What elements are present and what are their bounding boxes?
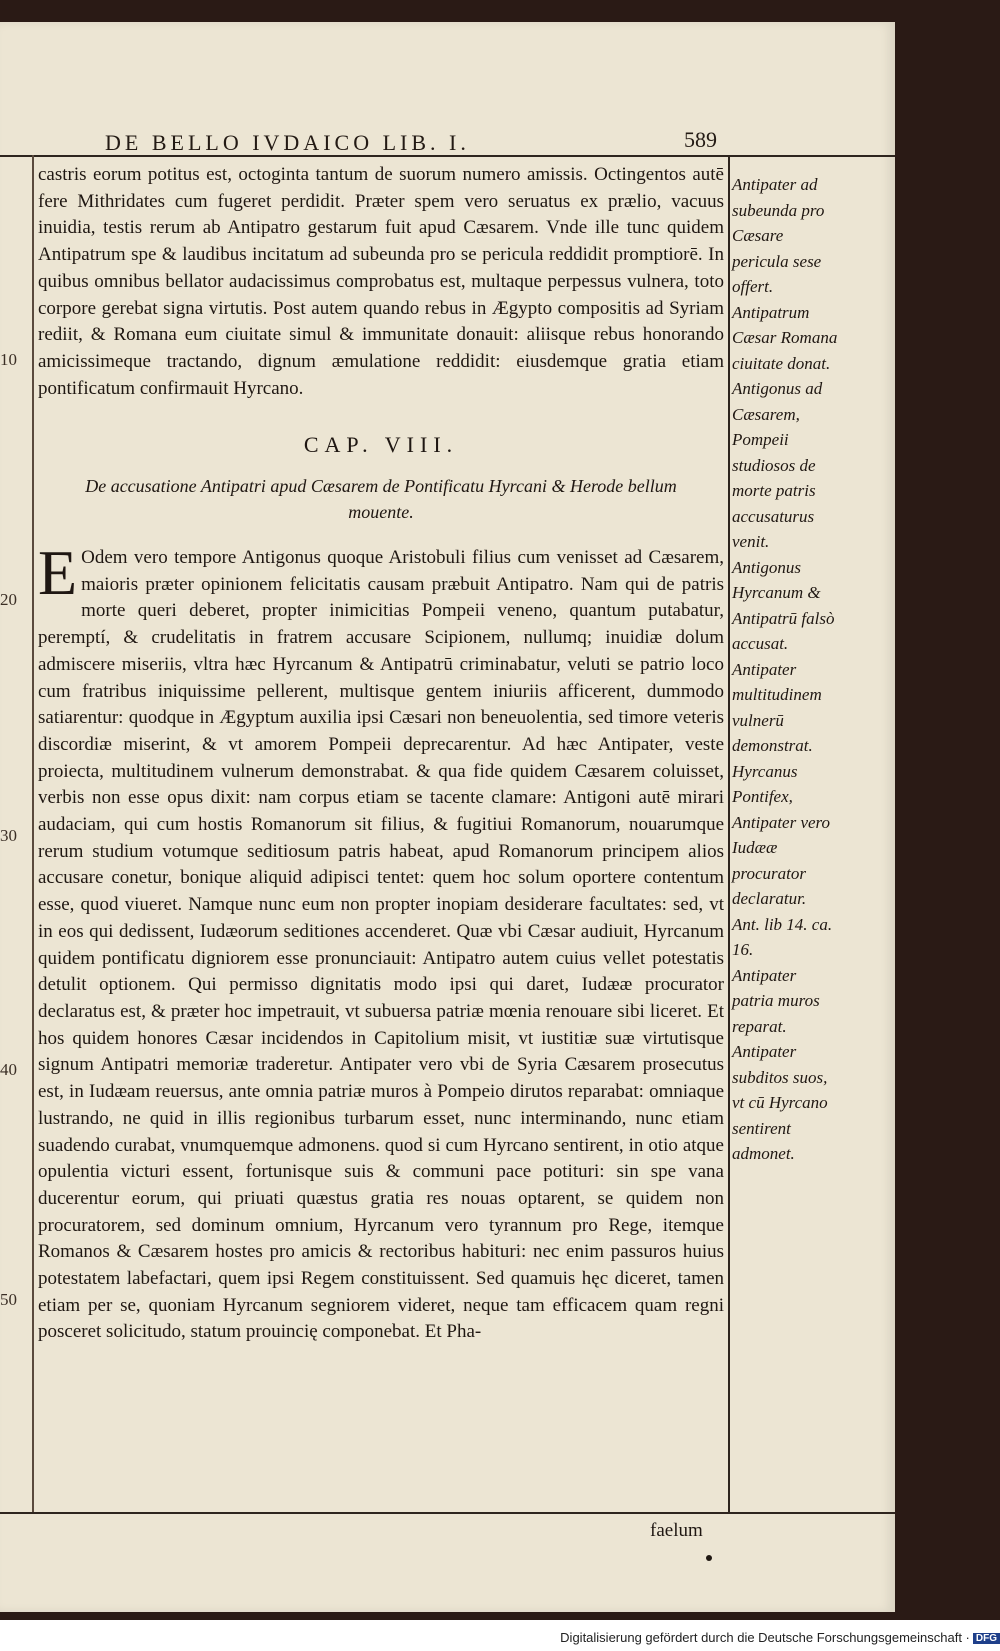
side-note: Antipater subditos suos, vt cū Hyrcano sentirent admonet. bbox=[732, 1042, 828, 1163]
paragraph: castris eorum potitus est, octoginta tantum de suorum numero amissis. Octingentos autē fere Mithridates cum fugeret perdidit. Præter spem vero seruatus ex prælio, vacuus inuidia, testis rerum ab Antipatro gestarum fuit apud Cæsarem. Vnde ille tunc quidem Antipatrum spe & laudibus incitatum ad subeunda pro se pericula reddidit promptiorē. In quibus omnibus bellator audacissimus comprobatus est, multaque perpessus vulnera, toto corpore gerebat signa virtutis. Post autem quando rebus in Ægypto compositis ad Syriam rediit, & Romana eum ciuitate simul & immunitate donauit: aliisque rebus honorando amicissimeque tractando, dignum æmulatione reddidit: eiusdemque gratia etiam pontificatum confirmauit Hyrcano. bbox=[38, 164, 724, 399]
column-rule bbox=[728, 155, 730, 1512]
book-page bbox=[0, 22, 895, 1612]
margin-line-number: 10 bbox=[0, 350, 17, 369]
side-note: Antipatrum Cæsar Romana ciuitate donat. bbox=[732, 302, 838, 373]
bottom-rule bbox=[0, 1512, 895, 1514]
top-rule bbox=[0, 155, 895, 157]
side-note: Antigonus ad Cæsarem, Pompeii studiosos de morte patris accusaturus venit. bbox=[732, 379, 823, 551]
digitization-footer bbox=[560, 1630, 1000, 1645]
catchword: faelum bbox=[650, 1520, 703, 1541]
left-rule bbox=[32, 155, 34, 1512]
chapter-heading: CAP. VIII. bbox=[303, 432, 459, 458]
side-note: Hyrcanus Pontifex, Antipater vero Iudææ procurator declaratur. bbox=[732, 761, 831, 908]
marginal-notes bbox=[732, 172, 842, 1167]
chapter-summary: De accusatione Antipatri apud Cæsarem de Pontificatu Hyrcani & Herode bellum mouente. bbox=[85, 476, 677, 523]
main-text-column bbox=[38, 162, 724, 1346]
ink-dot bbox=[706, 1555, 712, 1561]
side-note: Antipater ad subeunda pro Cæsare pericula sese offert. bbox=[732, 175, 825, 296]
margin-line-number: 30 bbox=[0, 826, 17, 845]
page-number: 589 bbox=[684, 127, 717, 152]
side-note: Antigonus Hyrcanum & Antipatrū falsò accusat. bbox=[732, 557, 835, 653]
margin-line-number: 40 bbox=[0, 1060, 17, 1079]
side-note: Antipater patria muros reparat. bbox=[732, 965, 820, 1036]
dfg-logo-icon: DFG bbox=[973, 1633, 1000, 1644]
paragraph-body: Odem vero tempore Antigonus quoque Aristobuli filius cum venisset ad Cæsarem, maioris præter opinionem felicitatis causam præbuit Antipatro. Nam qui de patris morte queri deberet, propter inimicitias Pompeii veneno, quantum putabatur, peremptí, & crudelitatis in fratrem accusare Scipionem, nullumq; inuidiæ dolum admiscere miseriis, vltra hæc Hyrcanum & Antipatrū criminabatur, veluti se patrio loco cum fratribus iniquissime pellerent, multisque gentem iniuriis afficerent, dummodo satiarentur: quodque in Ægyptum auxilia ipsi Cæsari non beneuolentia, sed timore veteris discordiæ miserint, & vt amorem Pompeii deprecarentur. Ad hæc Antipater, veste proiecta, multitudinem vulnerum demonstrabat. & qua fide quidem Cæsarem coluisset, verbis non esse opus dixit: nam corpus etiam se tacente clamare: Antigoni autē mirari audaciam, qui cum hostis Romanorum sit filius, & fugitiui Romanorum, nouarumque rerum studium votumque seditiosum patris habeat, apud Romanorum principem alios accusare conetur, bonique aliquid adipisci tentet: quem hoc solum oportere contentum esse, quod viueret. Namque nunc eum non propter inopiam desiderare facultates: sed, vt in eos qui dedissent, Iudæorum seditiones accenderet. Quæ vbi Cæsar audiuit, Hyrcanum quidem pontificatu digniorem esse pronunciauit: Antipatro autem cuius vellet potestatis detulit optionem. Qui permisso dignitatis modo ipsi qui daret, Iudææ procurator declaratus est, & præter hoc impetrauit, vt subuersa patriæ mœnia renouare sibi liceret. Et hos quidem honores Cæsar incidendos in Capitolium misit, vt iustitiæ suæ virtutisque signum Antipatri memoriæ traderetur. Antipater vero vbi de Syria Cæsarem prosecutus est, in Iudæam reuersus, ante omnia patriæ muros à Pompeio dirutos reparabat: omniaque lustrando, ne quid in illis regionibus turbarum esset, nunc interminando, nunc etiam suadendo curabat, vnumquemque admonens. quod si cum Hyrcano sentirent, in otio atque opulentia victuri essent, fortunisque suis & communi pace potituri: sin spe vana ducerentur eorum, qui priuati quæstus gratia res nouas optarent, se quidem non procuratorem, sed dominum omnium, Hyrcanum vero tyrannum pro Rege, itemque Romanos & Cæsarem hostes pro amicis & rectoribus habituri: nec enim passuros huius potestatem labefactari, quem ipsi Regem constituissent. Sed quamuis hęc diceret, tamen etiam per se, quoniam Hyrcanum segniorem videret, neque tam efficacem quam regni posceret solicitudo, statum prouincię componebat. Et Pha- bbox=[38, 547, 724, 1343]
running-head: DE BELLO IVDAICO LIB. I. bbox=[105, 130, 470, 155]
paragraph bbox=[38, 537, 724, 1346]
margin-line-number: 20 bbox=[0, 590, 17, 609]
footer-text: Digitalisierung gefördert durch die Deutsche Forschungsgemeinschaft · bbox=[560, 1630, 970, 1645]
drop-cap: E bbox=[38, 537, 78, 609]
side-note: Ant. lib 14. ca. 16. bbox=[732, 914, 833, 959]
margin-line-number: 50 bbox=[0, 1290, 17, 1309]
side-note: Antipater multitudinem vulnerū demonstrat. bbox=[732, 659, 822, 755]
